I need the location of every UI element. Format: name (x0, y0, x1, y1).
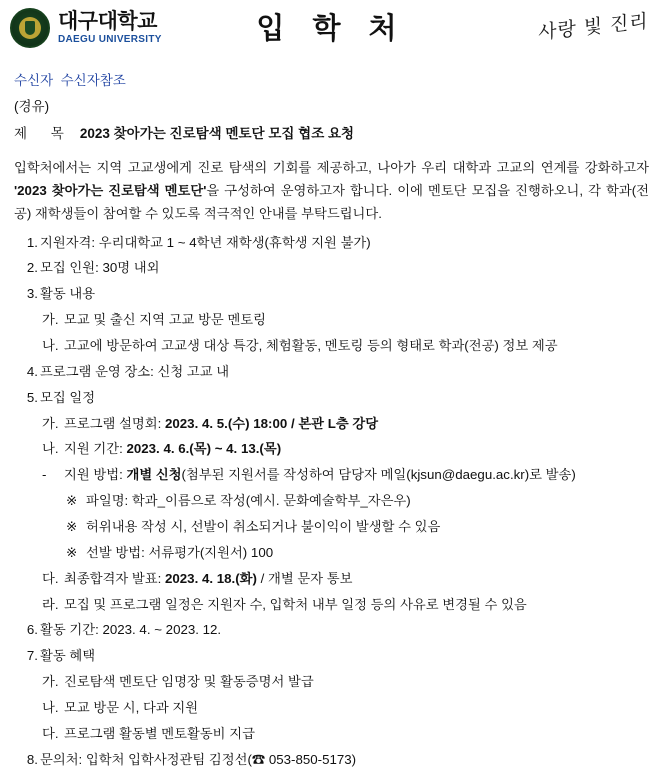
list-item-text: 활동 혜택 (40, 648, 96, 664)
sub-list-marker: 가. (42, 415, 59, 431)
subject-label: 제 목 (14, 126, 74, 142)
subject-row (14, 121, 663, 147)
sub-list-marker: 가. (42, 312, 59, 328)
sub-list-text: 모집 및 프로그램 일정은 지원자 수, 입학처 내부 일정 등의 사유로 변경될 수 있음 (64, 596, 527, 612)
note-text: 허위내용 작성 시, 선발이 취소되거나 불이익이 발생할 수 있음 (86, 518, 441, 534)
sub-list-text: 고교에 방문하여 고교생 대상 특강, 체험활동, 멘토링 등의 형태로 학과(전공) 정보 제공 (64, 337, 558, 353)
sub-list-item (40, 464, 649, 564)
sub-list-item (40, 438, 649, 461)
list-item-number: 1. (26, 234, 38, 250)
sub-list-marker: 나. (42, 699, 59, 715)
sub-list-text: 프로그램 설명회: 2023. 4. 5.(수) 18:00 / 본관 L층 강당 (64, 415, 379, 431)
note-list (64, 490, 649, 565)
list-item-number: 6. (26, 622, 38, 638)
note-list-item (64, 542, 649, 565)
intro-emphasis: '2023 찾아가는 진로탐색 멘토단' (14, 182, 207, 198)
sub-list-item (40, 697, 649, 720)
list-item-number: 8. (26, 751, 38, 767)
list-item-text: 모집 인원: 30명 내외 (40, 260, 160, 276)
list-item-number: 2. (26, 260, 38, 276)
document-body (0, 157, 663, 772)
list-item (14, 232, 649, 255)
list-item (14, 645, 649, 745)
list-item (14, 283, 649, 358)
list-item (14, 257, 649, 280)
note-marker-icon: ※ (66, 544, 78, 560)
list-item-text: 프로그램 운영 장소: 신청 고교 내 (40, 363, 230, 379)
sub-list-text: 최종합격자 발표: 2023. 4. 18.(화) / 개별 문자 통보 (64, 570, 353, 586)
document-meta (0, 68, 663, 147)
recipient-row (14, 68, 663, 94)
university-emblem-icon (10, 8, 50, 48)
emphasis-text: 2023. 4. 18.(화) (165, 570, 257, 586)
university-name-en: DAEGU UNIVERSITY (58, 33, 162, 45)
note-text: 파일명: 학과_이름으로 작성(예시. 문화예술학부_자은우) (86, 493, 411, 509)
sub-list-item (40, 335, 649, 358)
list-item-text: 활동 내용 (40, 286, 96, 302)
recipient-label: 수신자 (14, 73, 54, 88)
sub-list-marker: 나. (42, 337, 59, 353)
sub-list-item (40, 568, 649, 591)
sub-list (40, 413, 649, 617)
item-list (14, 232, 649, 772)
sub-list-marker: 나. (42, 441, 59, 457)
subject-value: 2023 찾아가는 진로탐색 멘토단 모집 협조 요청 (79, 126, 355, 142)
list-item-number: 7. (26, 648, 38, 664)
sub-list-marker: 라. (42, 596, 59, 612)
list-item-number: 5. (26, 389, 38, 405)
sub-list-marker: 다. (42, 570, 59, 586)
list-item (14, 361, 649, 384)
list-item-text: 모집 일정 (40, 389, 96, 405)
note-marker-icon: ※ (66, 493, 78, 509)
sub-list-item (40, 413, 649, 436)
sub-list-item (40, 723, 649, 746)
list-item-text: 활동 기간: 2023. 4. ~ 2023. 12. (40, 622, 222, 638)
sub-list-item (40, 594, 649, 617)
note-text: 선발 방법: 서류평가(지원서) 100 (86, 544, 274, 560)
emphasis-text: 개별 신청 (126, 467, 182, 483)
sub-list-text: 지원 기간: 2023. 4. 6.(목) ~ 4. 13.(목) (64, 441, 282, 457)
note-marker-icon: ※ (66, 518, 78, 534)
list-item-text: 지원자격: 우리대학교 1 ~ 4학년 재학생(휴학생 지원 불가) (40, 234, 371, 250)
emphasis-text: 2023. 4. 6.(목) ~ 4. 13.(목) (126, 441, 282, 457)
list-item-number: 3. (26, 286, 38, 302)
sub-list-item (40, 309, 649, 332)
list-item-number: 4. (26, 363, 38, 379)
list-item-text: 문의처: 입학처 입학사정관팀 김정선(☎ 053-850-5173) (40, 751, 357, 767)
list-item (14, 619, 649, 642)
sub-list (40, 309, 649, 358)
sub-list-item (40, 671, 649, 694)
university-name-kr: 대구대학교 (58, 9, 157, 33)
page-title: 입 학 처 (256, 13, 407, 45)
list-item (14, 387, 649, 617)
sub-list-text: 모교 및 출신 지역 고교 방문 멘토링 (64, 312, 266, 328)
sub-list-marker: - (42, 467, 47, 483)
sub-list-text: 진로탐색 멘토단 임명장 및 활동증명서 발급 (64, 674, 314, 690)
list-item (14, 749, 649, 772)
university-logo (10, 8, 162, 48)
sub-list-text: 프로그램 활동별 멘토활동비 지급 (64, 725, 255, 741)
university-slogan: 사랑 빛 진리 (538, 10, 649, 44)
recipient-value: 수신자참조 (60, 73, 126, 88)
emphasis-text: 2023. 4. 5.(수) 18:00 / 본관 L층 강당 (165, 415, 379, 431)
sub-list-text: 지원 방법: 개별 신청(첨부된 지원서를 작성하여 담당자 메일(kjsun@daegu.ac.kr)로 발송) (64, 467, 576, 483)
university-name-block (58, 11, 162, 46)
via-row: (경유) (14, 98, 50, 114)
sub-list (40, 671, 649, 746)
document-header (0, 0, 663, 56)
sub-list-marker: 다. (42, 725, 59, 741)
note-list-item (64, 516, 649, 539)
note-list-item (64, 490, 649, 513)
intro-paragraph: 입학처에서는 지역 고교생에게 진로 탐색의 기회를 제공하고, 나아가 우리 대학과 고교의 연계를 강화하고자 '2023 찾아가는 진로탐색 멘토단'을 구성하여 운영하고자 합니다. 이에 멘토단 모집을 진행하오니, 각 학과(전공) 재학생들이 참여할 수 있도록 적극적인 안내를 부탁드립니다. (14, 159, 649, 221)
sub-list-marker: 가. (42, 674, 59, 690)
sub-list-text: 모교 방문 시, 다과 지원 (64, 699, 199, 715)
